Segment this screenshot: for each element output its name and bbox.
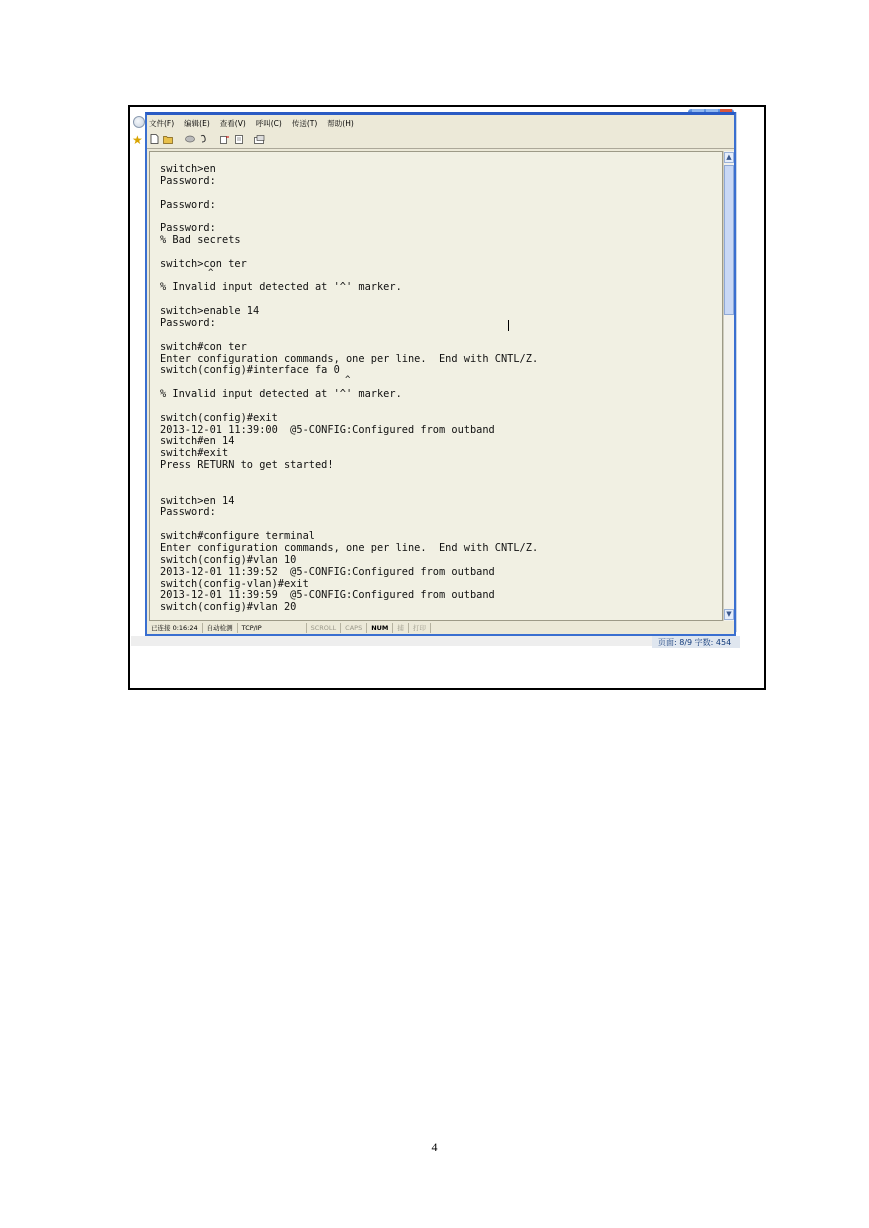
hyperterminal-window — [145, 112, 736, 636]
browser-back-icon — [133, 116, 145, 128]
send-icon[interactable] — [219, 134, 230, 144]
toolbar-divider — [147, 148, 734, 149]
terminal-screen[interactable] — [149, 151, 723, 621]
statusbar — [147, 622, 734, 634]
scroll-down-icon[interactable]: ▼ — [724, 609, 734, 620]
text-cursor — [508, 320, 509, 331]
menu-transfer[interactable]: 传送(T) — [291, 119, 318, 128]
status-capture: 捕 — [393, 623, 409, 633]
status-connected: 已连接 0:16:24 — [147, 623, 203, 633]
status-num: NUM — [367, 623, 393, 633]
scroll-up-icon[interactable]: ▲ — [724, 152, 734, 163]
properties-icon[interactable] — [254, 134, 265, 144]
background-status-text: 页面: 8/9 字数: 454 — [658, 638, 732, 647]
background-window-strip — [131, 636, 737, 646]
menu-view[interactable]: 查看(V) — [219, 119, 246, 128]
vertical-scrollbar[interactable] — [723, 151, 734, 621]
menu-help[interactable]: 帮助(H) — [327, 119, 354, 128]
page-number: 4 — [431, 1140, 438, 1154]
menubar — [149, 118, 354, 130]
disconnect-icon[interactable] — [198, 134, 209, 144]
error-caret-mark: ^ — [208, 268, 214, 278]
terminal-output: switch>en Password: Password: Password: % Bad secrets switch>con ter % Invalid input detected at '^' marker. switch>enable 14 Password: switch#con ter Enter configuration commands, one per line. End with CNTL/Z. switch(config)#interface fa 0 % Invalid input detected at '^' marker. switch(config)#exit 2013-12-01 11:39:00 @5-CONFIG:Configured from outband switch#en 14 switch#exit Press RETURN to get started! switch>en 14 Password: switch#configure terminal Enter configuration commands, one per line. End with CNTL/Z. switch(config)#vlan 10 2013-12-01 11:39:52 @5-CONFIG:Configured from outband switch(config-vlan)#exit 2013-12-01 11:39:59 @5-CONFIG:Configured from outband switch(config)#vlan 20 — [160, 163, 539, 614]
status-detect: 自动检测 — [203, 623, 238, 633]
menu-call[interactable]: 呼叫(C) — [255, 119, 282, 128]
open-icon[interactable] — [163, 134, 174, 144]
scroll-thumb[interactable] — [724, 165, 734, 315]
status-echo: 打印 — [409, 623, 431, 633]
receive-icon[interactable] — [233, 134, 244, 144]
menu-edit[interactable]: 编辑(E) — [184, 119, 210, 128]
menu-file[interactable]: 文件(F) — [149, 119, 175, 128]
toolbar — [149, 132, 265, 146]
new-icon[interactable] — [149, 134, 160, 144]
status-protocol: TCP/IP — [238, 623, 307, 633]
error-caret-mark: ^ — [345, 375, 351, 385]
favorites-star-icon: ★ — [132, 133, 143, 147]
connect-icon[interactable] — [184, 134, 195, 144]
status-caps: CAPS — [341, 623, 367, 633]
status-scroll: SCROLL — [307, 623, 342, 633]
